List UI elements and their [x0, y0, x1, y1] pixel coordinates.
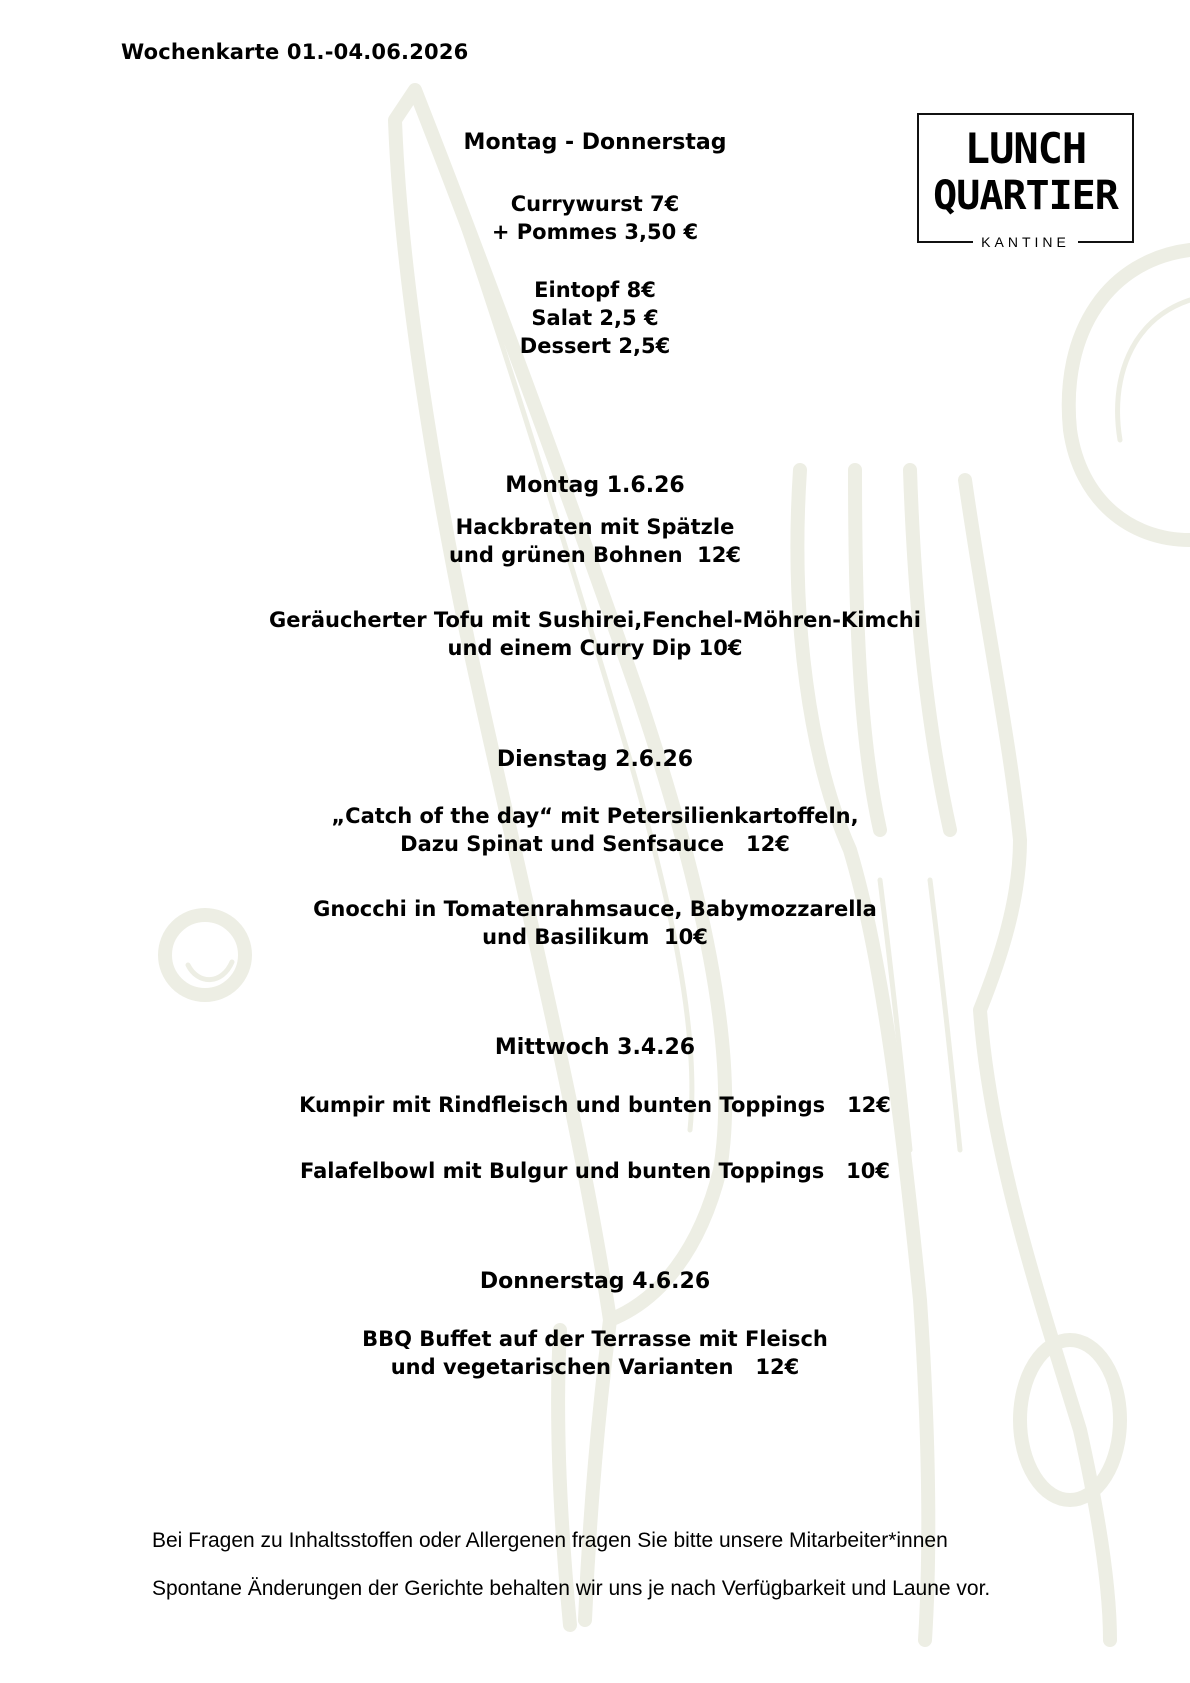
weekly-item: Salat 2,5 €	[531, 306, 659, 330]
dish-line: Hackbraten mit Spätzle	[455, 515, 735, 539]
footer-allergen-note: Bei Fragen zu Inhaltsstoffen oder Allergenen fragen Sie bitte unsere Mitarbeiter*innen	[152, 1529, 948, 1552]
dish-line: Kumpir mit Rindfleisch und bunten Toppings 12€	[299, 1093, 891, 1117]
dish-line: Geräucherter Tofu mit Sushirei,Fenchel-Möhren-Kimchi	[269, 608, 921, 632]
dish-line: und vegetarischen Varianten 12€	[390, 1355, 800, 1379]
dish-line: BBQ Buffet auf der Terrasse mit Fleisch	[362, 1327, 828, 1351]
logo-word-lunch: LUNCH	[964, 124, 1087, 173]
dish-line: Dazu Spinat und Senfsauce 12€	[400, 832, 790, 856]
dish-line: „Catch of the day“ mit Petersilienkartoffeln,	[331, 804, 859, 828]
day-heading-mittwoch: Mittwoch 3.4.26	[494, 1035, 696, 1060]
footer-changes-note: Spontane Änderungen der Gerichte behalten wir uns je nach Verfügbarkeit und Laune vor.	[152, 1577, 991, 1600]
logo-kantine-label: KANTINE	[973, 234, 1078, 250]
weekly-item: + Pommes 3,50 €	[491, 220, 699, 244]
day-heading-montag: Montag 1.6.26	[505, 473, 685, 498]
weekly-item: Eintopf 8€	[534, 278, 656, 302]
dish-line: Gnocchi in Tomatenrahmsauce, Babymozzarella	[313, 897, 877, 921]
menu-title: Wochenkarte 01.-04.06.2026	[121, 40, 469, 64]
logo-word-quartier: QUARTIER	[933, 173, 1118, 219]
weekly-heading: Montag - Donnerstag	[463, 130, 727, 155]
weekly-item: Dessert 2,5€	[519, 334, 671, 358]
dish-line: und Basilikum 10€	[482, 925, 708, 949]
day-heading-donnerstag: Donnerstag 4.6.26	[479, 1269, 711, 1294]
dish-line: und grünen Bohnen 12€	[448, 543, 742, 567]
dish-line: Falafelbowl mit Bulgur und bunten Toppings 10€	[299, 1159, 891, 1183]
day-heading-dienstag: Dienstag 2.6.26	[496, 747, 694, 772]
dish-line: und einem Curry Dip 10€	[447, 636, 743, 660]
weekly-item: Currywurst 7€	[510, 192, 680, 216]
